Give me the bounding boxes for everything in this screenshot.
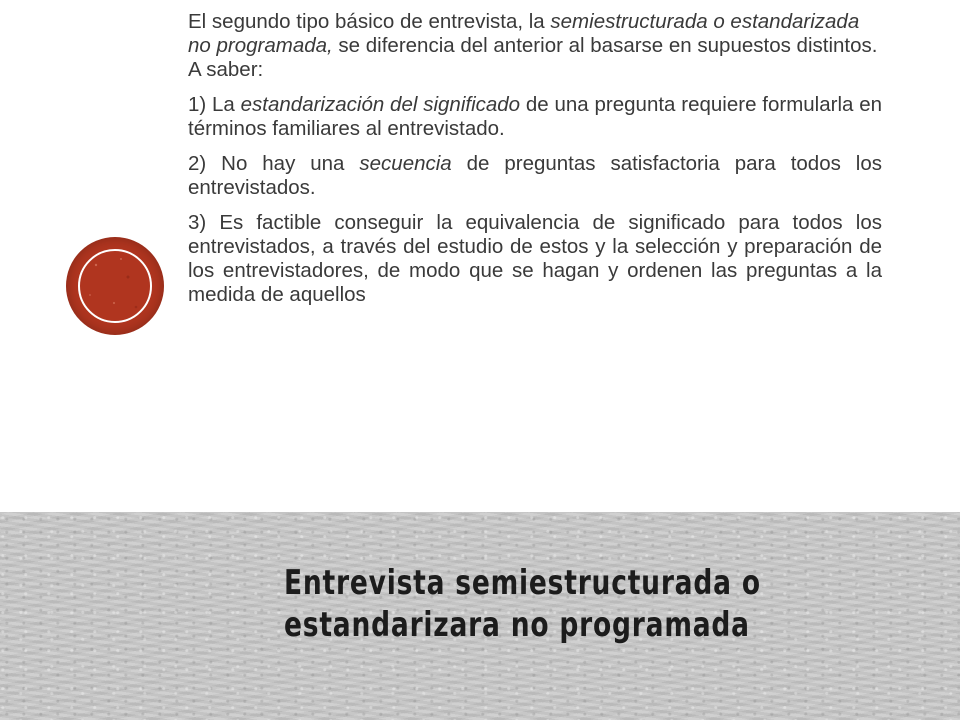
- slide-title-line-2: estandarizara no programada: [284, 605, 750, 645]
- intro-emphasis: semiestructurada o estandarizada no programada,: [188, 10, 860, 57]
- slide-title: [284, 562, 768, 646]
- point-2-suffix: de preguntas satisfactoria para todos los entrevistados.: [188, 152, 882, 199]
- slide-title-line-1: Entrevista semiestructurada o: [284, 563, 761, 603]
- title-band: [0, 512, 960, 720]
- intro-text-end: se diferencia del anterior al basarse en supuestos distintos. A saber:: [188, 34, 878, 81]
- point-3: 3) Es factible conseguir la equivalencia de significado para todos los entrevistados, a través del estudio de estos y la selección y preparación de los entrevistadores, de modo que se hagan y ordenen las preguntas a la medida de aquellos: [188, 211, 882, 306]
- intro-text-start: El segundo tipo básico de entrevista, la: [188, 10, 551, 33]
- point-2-prefix: 2) No hay una: [188, 152, 360, 175]
- point-2: [188, 152, 882, 200]
- point-1-prefix: 1) La: [188, 93, 241, 116]
- intro-paragraph: [188, 10, 882, 82]
- point-1-suffix: de una pregunta requiere formularla en términos familiares al entrevistado.: [188, 93, 883, 140]
- red-circle-badge-icon: [66, 237, 164, 335]
- point-1-emphasis: estandarización del significado: [240, 93, 521, 116]
- point-1: [188, 93, 882, 141]
- badge-ring: [78, 249, 152, 323]
- point-2-emphasis: secuencia: [359, 152, 452, 175]
- slide-body: [188, 10, 882, 318]
